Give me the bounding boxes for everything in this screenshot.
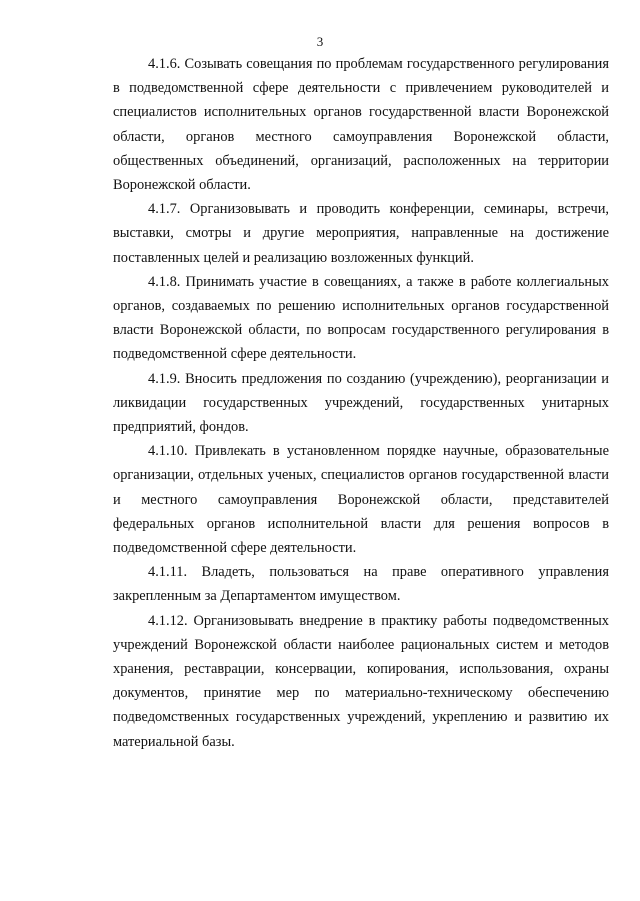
paragraph-4-1-8: 4.1.8. Принимать участие в совещаниях, а также в работе коллегиальных органов, создаваемых по решению исполнительных органов государственной власти Воронежской области, по вопросам государственного регулирования в подведомственной сфере деятельности.: [113, 273, 609, 363]
paragraph-4-1-10: 4.1.10. Привлекать в установленном порядке научные, образовательные организации, отдельных ученых, специалистов органов государственной власти и местного самоуправления Воронежской области, представителей федеральных органов исполнительной власти для решения вопросов в подведомственной сфере деятельности.: [113, 443, 609, 557]
page-number: 3: [316, 34, 324, 49]
paragraph-4-1-9: 4.1.9. Вносить предложения по созданию (учреждению), реорганизации и ликвидации государственных учреждений, государственных унитарных предприятий, фондов.: [113, 370, 609, 436]
paragraph-4-1-7: 4.1.7. Организовывать и проводить конференции, семинары, встречи, выставки, смотры и другие мероприятия, направленные на достижение поставленных целей и реализацию возложенных функций.: [113, 201, 609, 266]
paragraph-4-1-6: 4.1.6. Созывать совещания по проблемам государственного регулирования в подведомственной сфере деятельности с привлечением руководителей и специалистов исполнительных органов государственной власти Воронежской области, органов местного самоуправления Воронежской области, общественных объединений, организаций, расположенных на территории Воронежской области.: [113, 56, 609, 194]
document-body: [113, 52, 609, 754]
paragraph-4-1-11: 4.1.11. Владеть, пользоваться на праве оперативного управления закрепленным за Департаментом имуществом.: [113, 564, 609, 605]
paragraph-4-1-12: 4.1.12. Организовывать внедрение в практику работы подведомственных учреждений Воронежской области наиболее рациональных систем и методов хранения, реставрации, консервации, копирования, использования, охраны документов, принятие мер по материально-техническому обеспечению подведомственных государственных учреждений, укреплению и развитию их материальной базы.: [113, 612, 609, 750]
